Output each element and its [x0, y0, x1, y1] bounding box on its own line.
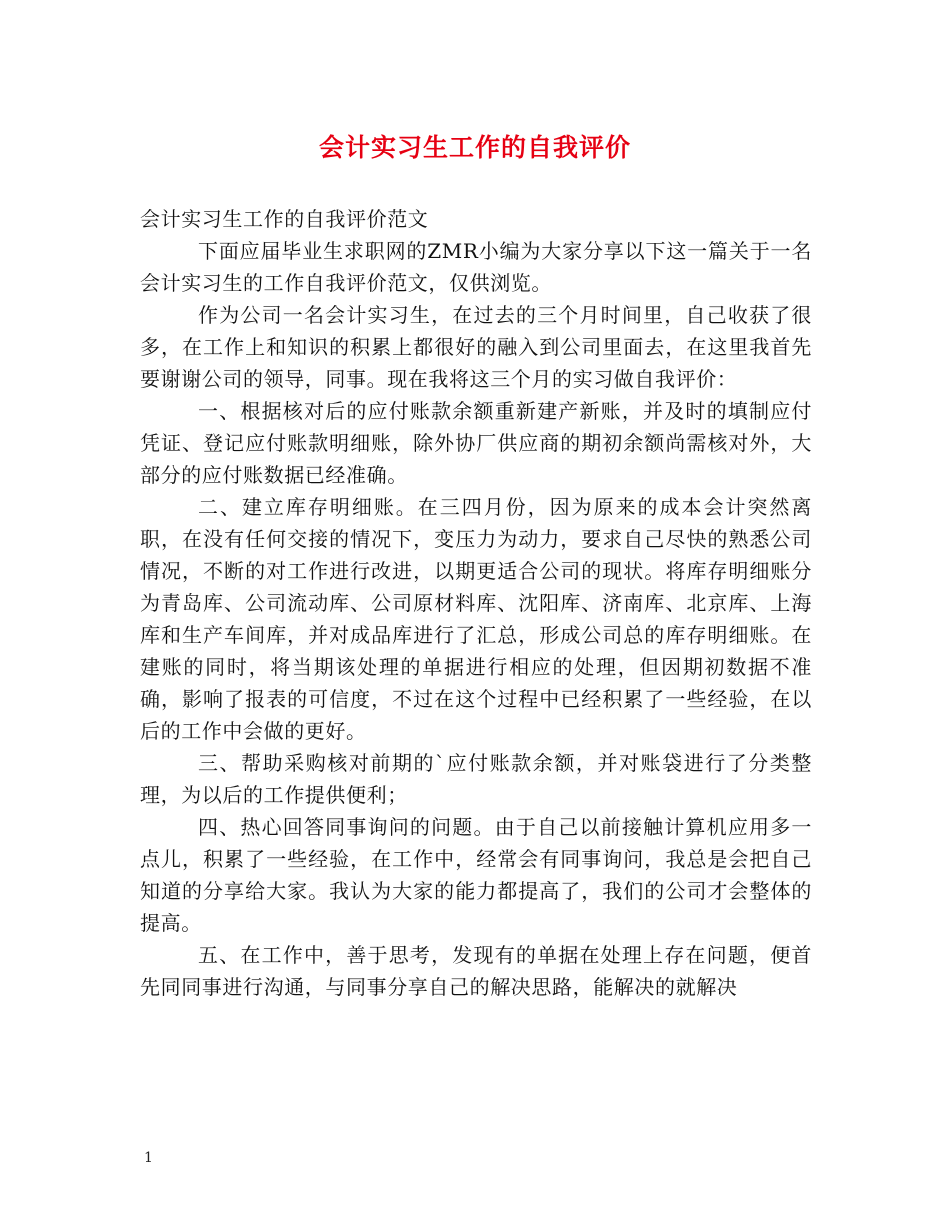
paragraph-item-1: 一、根据核对后的应付账款余额重新建产新账，并及时的填制应付凭证、登记应付账款明细账，除外协厂供应商的期初余额尚需核对外，大部分的应付账数据已经准确。 [140, 399, 812, 487]
paragraph-item-4: 四、热心回答同事询问的问题。由于自己以前接触计算机应用多一点儿，积累了一些经验，在工作中，经常会有同事询问，我总是会把自己知道的分享给大家。我认为大家的能力都提高了，我们的公司才会整体的提高。 [140, 815, 812, 935]
document-subtitle: 会计实习生工作的自我评价范文 [140, 207, 429, 231]
paragraph-intro: 下面应届毕业生求职网的ZMR小编为大家分享以下这一篇关于一名会计实习生的工作自我评价范文，仅供浏览。 [140, 239, 812, 295]
paragraph-item-2: 二、建立库存明细账。在三四月份，因为原来的成本会计突然离职，在没有任何交接的情况下，变压力为动力，要求自己尽快的熟悉公司情况，不断的对工作进行改进，以期更适合公司的现状。将库存明细账分为青岛库、公司流动库、公司原材料库、沈阳库、济南库、北京库、上海库和生产车间库，并对成品库进行了汇总，形成公司总的库存明细账。在建账的同时，将当期该处理的单据进行相应的处理，但因期初数据不准确，影响了报表的可信度，不过在这个过程中已经积累了一些经验，在以后的工作中会做的更好。 [140, 495, 812, 743]
document-body [140, 203, 812, 1003]
document-title: 会计实习生工作的自我评价 [318, 133, 631, 162]
page-number: 1 [144, 1150, 153, 1166]
paragraph-opening: 作为公司一名会计实习生，在过去的三个月时间里，自己收获了很多，在工作上和知识的积累上都很好的融入到公司里面去，在这里我首先要谢谢公司的领导，同事。现在我将这三个月的实习做自我评价： [140, 303, 812, 391]
paragraph-item-5: 五、在工作中，善于思考，发现有的单据在处理上存在问题，便首先同同事进行沟通，与同事分享自己的解决思路，能解决的就解决 [140, 943, 812, 999]
paragraph-item-3: 三、帮助采购核对前期的`应付账款余额，并对账袋进行了分类整理，为以后的工作提供便利； [140, 751, 812, 807]
